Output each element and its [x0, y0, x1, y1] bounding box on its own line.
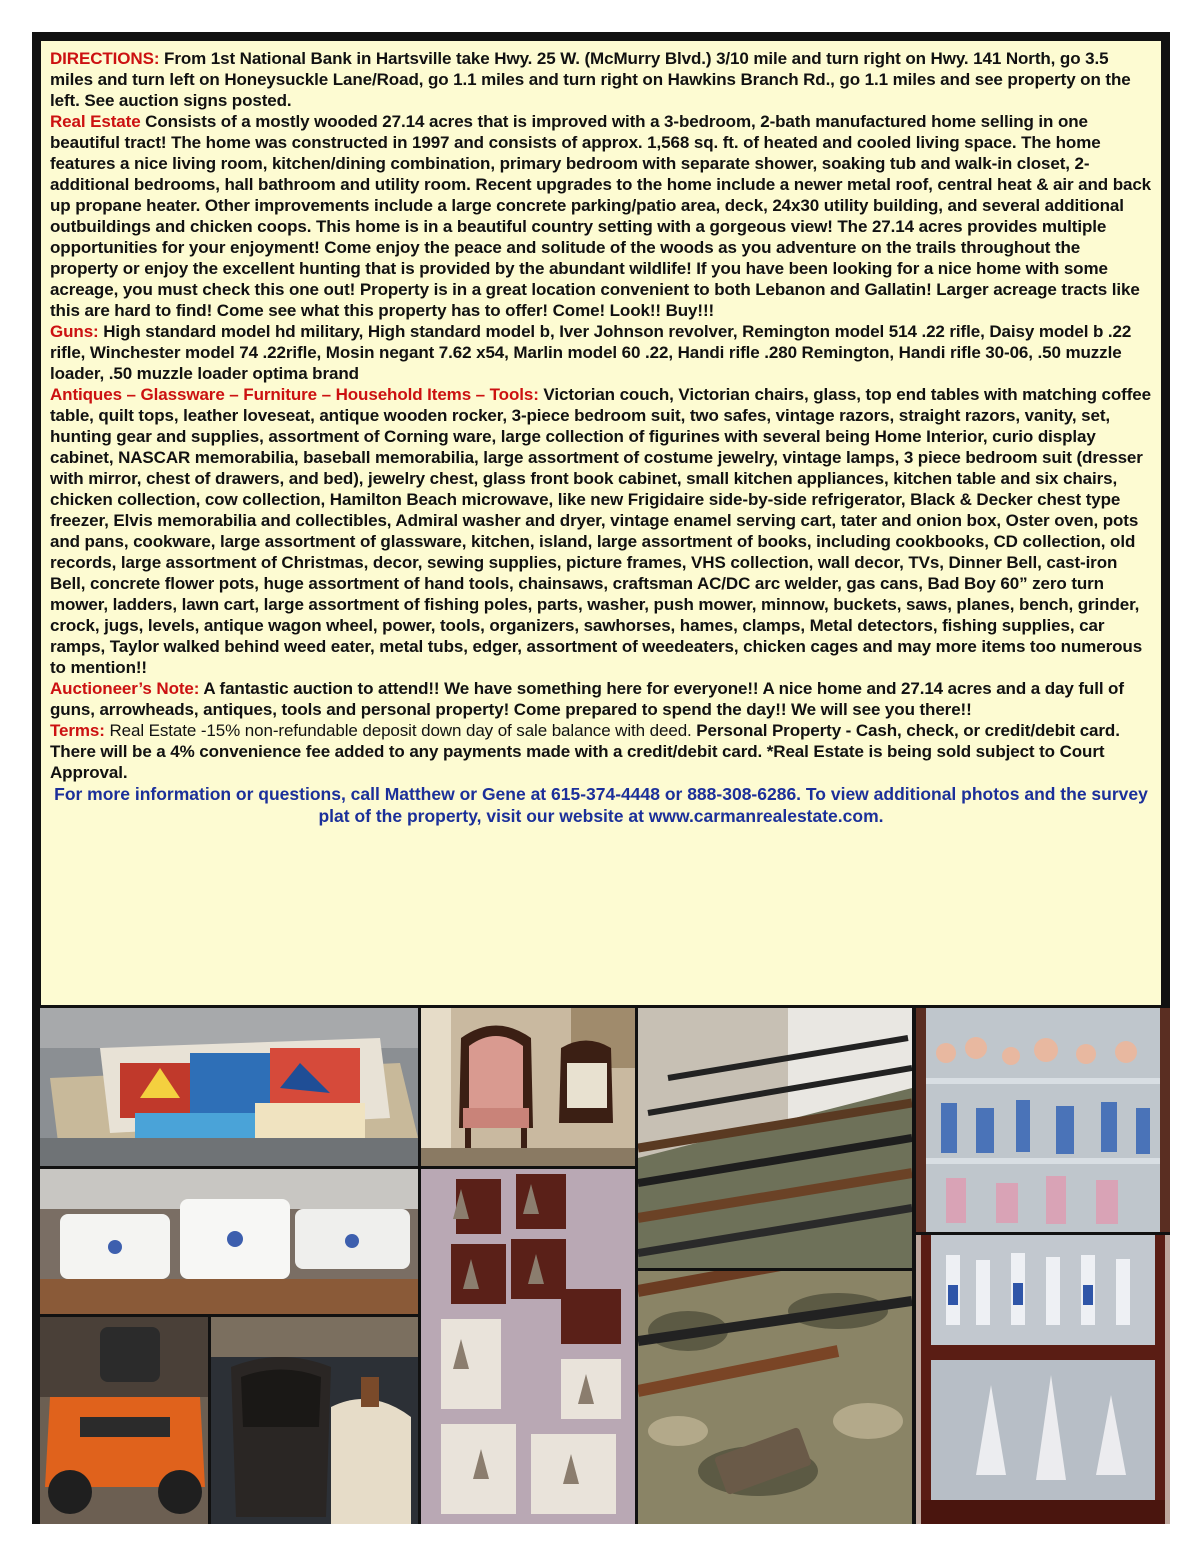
corning-ware-photo — [40, 1169, 418, 1314]
curio-cabinet-photo — [916, 1235, 1170, 1524]
terms-label: Terms: — [50, 721, 105, 740]
arrowheads-photo — [421, 1169, 635, 1524]
guns-label: Guns: — [50, 322, 99, 341]
crocks-jugs-photo — [211, 1317, 418, 1524]
directions-text: From 1st National Bank in Hartsville take Hwy. 25 W. (McMurry Blvd.) 3/10 mile and turn right on Hwy. 141 North, go 3.5 miles and turn left on Honeysuckle Lane/Road, go 1.1 miles and turn right on Hawkins Branch Rd., go 1.1 miles and see property on the left. See auction signs posted. — [50, 49, 1131, 110]
zero-turn-mower-photo — [40, 1317, 208, 1524]
victorian-chairs-photo — [421, 1008, 635, 1166]
auctioneers-note-label: Auctioneer’s Note: — [50, 679, 200, 698]
auctioneers-note-text: A fantastic auction to attend!! We have something here for everyone!! A nice home and 27.14 acres and a day full of guns, arrowheads, antiques, tools and personal property! Come prepared to spend the day!! We will see you there!! — [50, 679, 1124, 719]
real-estate-text: Consists of a mostly wooded 27.14 acres that is improved with a 3-bedroom, 2-bath manufactured home selling in one beautiful tract! The home was constructed in 1997 and consists of approx. 1,568 sq. ft. of heated and cooled living space. The home features a nice living room, kitchen/dining combination, primary bedroom with separate shower, soaking tub and walk-in closet, 2-additional bedrooms, hall bathroom and utility room. Recent upgrades to the home include a newer metal roof, central heat & air and back up propane heater. Other improvements include a large concrete parking/patio area, deck, 24x30 utility building, and several additional outbuildings and chicken coops. This home is in a beautiful country setting with a gorgeous view! The 27.14 acres provides multiple opportunities for your enjoyment! Come enjoy the peace and solitude of the woods as you adventure on the trails throughout the property or enjoy the excellent hunting that is provided by the abundant wildlife! If you have been looking for a nice home with some acreage, you must check this one out! Property is in a great location convenient to both Lebanon and Gallatin! Larger acreage tracts like this are hard to find! Come see what this property has to offer! Come! Look!! Buy!!! — [50, 112, 1152, 320]
terms-text-bold: Personal Property - Cash, check, or credit/debit card. There will be a 4% convenience fee added to any payments made with a credit/debit card. *Real Estate is being sold subject to Court Approval. — [50, 721, 1120, 782]
guns-text: High standard model hd military, High standard model b, Iver Johnson revolver, Remington model 514 .22 rifle, Daisy model b .22 rifle, Winchester model 74 .22rifle, Mosin negant 7.62 x54, Marlin model 60 .22, Handi rifle .280 Remington, Handi rifle 30-06, .50 muzzle loader, .50 muzzle loader optima brand — [50, 322, 1132, 383]
guns-camo-photo — [638, 1271, 912, 1524]
directions-paragraph — [50, 48, 1152, 783]
real-estate-label: Real Estate — [50, 112, 141, 131]
auction-text-box — [41, 41, 1161, 1005]
antiques-text: Victorian couch, Victorian chairs, glass, top end tables with matching coffee table, quilt tops, leather loveseat, antique wooden rocker, 3-piece bedroom suit, two safes, vintage razors, straight razors, vanity, set, hunting gear and supplies, assortment of Corning ware, large collection of figurines with several being Home Interior, curio display cabinet, NASCAR memorabilia, baseball memorabilia, large assortment of costume jewelry, vintage lamps, 3 piece bedroom suit (dresser with mirror, chest of drawers, and bed), jewelry chest, glass front book cabinet, small kitchen appliances, kitchen table and six chairs, chicken collection, cow collection, Hamilton Beach microwave, like new Frigidaire side-by-side refrigerator, Black & Decker chest type freezer, Elvis memorabilia and collectibles, Admiral washer and dryer, vintage enamel serving cart, tater and onion box, Oster oven, pots and pans, cookware, large assortment of glassware, kitchen, island, large assortment of books, including cookbooks, CD collection, old records, large assortment of Christmas, decor, sewing supplies, picture frames, VHS collection, wall decor, TVs, Dinner Bell, cast-iron Bell, concrete flower pots, huge assortment of hand tools, chainsaws, craftsman AC/DC arc welder, gas cans, Bad Boy 60” zero turn mower, ladders, lawn cart, large assortment of fishing poles, parts, washer, push mower, minnow, buckets, saws, planes, bench, grinder, crock, jugs, levels, antique wagon wheel, power, tools, organizers, sawhorses, hames, clamps, Metal detectors, fishing supplies, car ramps, Taylor walked behind weed eater, metal tubs, edger, assortment of weedeaters, chicken cages and may more items too numerous to mention!! — [50, 385, 1152, 677]
figurines-cabinet-photo — [916, 1008, 1170, 1232]
terms-text-plain: Real Estate -15% non-refundable deposit down day of sale balance with deed. — [104, 721, 692, 740]
rifles-photo — [638, 1008, 912, 1268]
contact-info: For more information or questions, call Matthew or Gene at 615-374-4448 or 888-308-6286. To view additional photos and the survey plat of the property, visit our website at www.carmanrealestate.com. — [54, 784, 1148, 826]
quilts-photo — [40, 1008, 418, 1166]
directions-label: DIRECTIONS: — [50, 49, 160, 68]
antiques-label: Antiques – Glassware – Furniture – Household Items – Tools: — [50, 385, 539, 404]
